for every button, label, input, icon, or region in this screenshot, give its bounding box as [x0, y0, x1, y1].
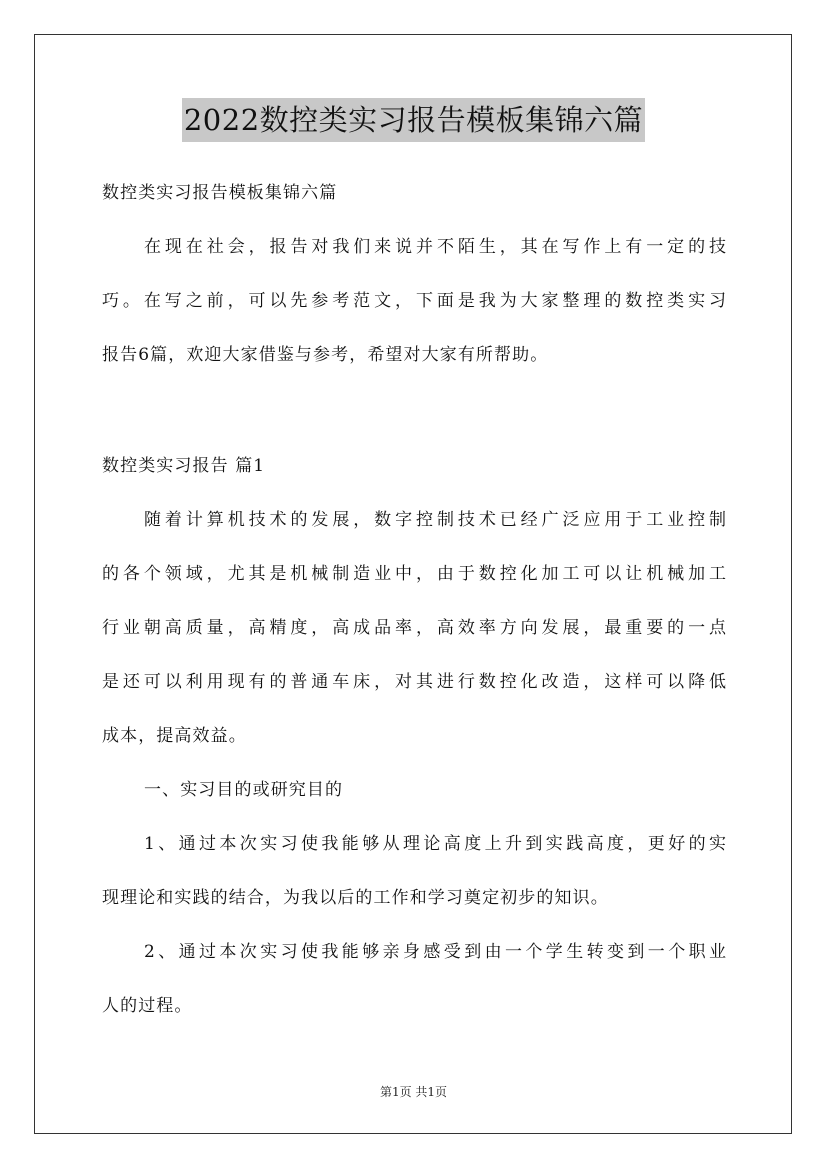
item-2-line-2: 人的过程。	[102, 996, 193, 1016]
document-title: 2022数控类实习报告模板集锦六篇	[182, 98, 645, 142]
body-line-4: 是还可以利用现有的普通车床，对其进行数控化改造，这样可以降低	[102, 672, 726, 692]
item-2-line-1: 2、通过本次实习使我能够亲身感受到由一个学生转变到一个职业	[144, 942, 726, 962]
intro-line-3: 报告6篇，欢迎大家借鉴与参考，希望对大家有所帮助。	[102, 345, 549, 365]
body-line-1: 随着计算机技术的发展，数字控制技术已经广泛应用于工业控制	[144, 510, 726, 530]
intro-line-2: 巧。在写之前，可以先参考范文，下面是我为大家整理的数控类实习	[102, 291, 726, 311]
subtitle-line: 数控类实习报告模板集锦六篇	[102, 183, 338, 203]
body-line-2: 的各个领域，尤其是机械制造业中，由于数控化加工可以让机械加工	[102, 564, 726, 584]
item-1-line-2: 现理论和实践的结合，为我以后的工作和学习奠定初步的知识。	[102, 888, 609, 908]
page-footer: 第1页 共1页	[379, 1085, 448, 1099]
subheading-purpose: 一、实习目的或研究目的	[144, 780, 344, 800]
intro-line-1: 在现在社会，报告对我们来说并不陌生，其在写作上有一定的技	[144, 237, 726, 257]
body-line-5: 成本，提高效益。	[102, 726, 247, 746]
body-line-3: 行业朝高质量，高精度，高成品率，高效率方向发展，最重要的一点	[102, 618, 726, 638]
title-container	[0, 98, 827, 142]
section-heading-1: 数控类实习报告 篇1	[102, 456, 266, 476]
item-1-line-1: 1、通过本次实习使我能够从理论高度上升到实践高度，更好的实	[144, 834, 726, 854]
